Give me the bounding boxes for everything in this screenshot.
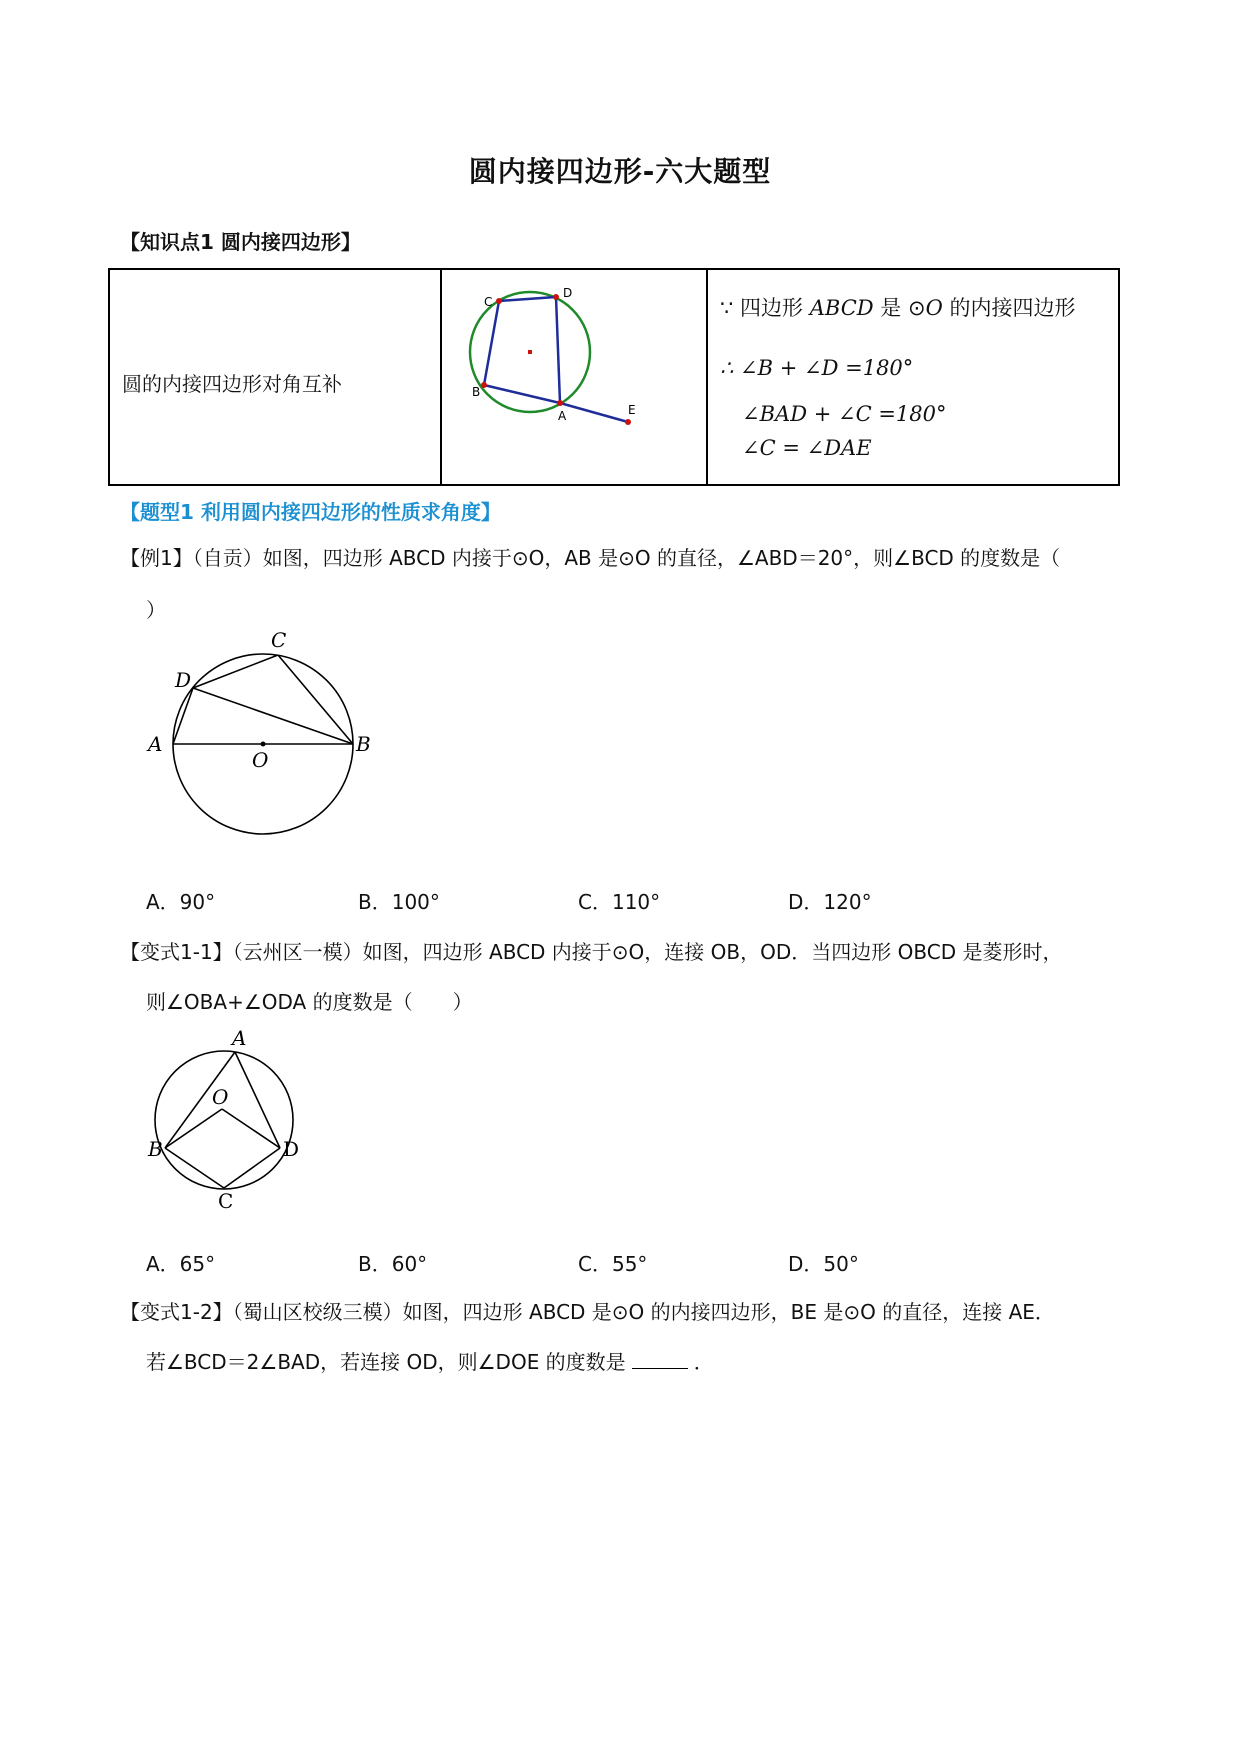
type1-heading: 【题型1 利用圆内接四边形的性质求角度】	[120, 500, 501, 524]
statement-cell	[110, 270, 442, 484]
example1-question-line1: 【例1】（自贡）如图，四边形 ABCD 内接于⊙O，AB 是⊙O 的直径，∠ABD＝20°，则∠BCD 的度数是（	[120, 546, 1061, 570]
v11-label-a: A	[232, 1026, 247, 1050]
proof-line-4: ∠C = ∠DAE	[742, 436, 872, 460]
example1-option-c: C．110°	[578, 890, 661, 914]
proof-line-1: ∵ 四边形 ABCD 是 ⊙O 的内接四边形	[720, 296, 1076, 320]
example1-option-d: D．120°	[788, 890, 872, 914]
point-d	[553, 294, 559, 300]
extension-line	[560, 403, 628, 422]
point-b	[481, 382, 487, 388]
variant1-1-figure	[140, 1020, 310, 1210]
v11-label-o: O	[212, 1085, 229, 1109]
ex1-label-o: O	[252, 748, 269, 772]
v11-circle	[155, 1051, 293, 1189]
knowledge-heading: 【知识点1 圆内接四边形】	[120, 230, 361, 254]
proof-cell	[706, 270, 1118, 484]
ex1-label-a: A	[148, 732, 163, 756]
point-a	[557, 400, 563, 406]
variant1-2-question-line2: 若∠BCD＝2∠BAD，若连接 OD，则∠DOE 的度数是 ．	[146, 1350, 714, 1374]
figure-cell	[440, 270, 708, 484]
example1-figure	[140, 625, 390, 850]
proof-line-3: ∠BAD + ∠C =180°	[742, 402, 947, 426]
statement-text: 圆的内接四边形对角互补	[122, 372, 342, 396]
variant1-1-option-c: C．55°	[578, 1252, 648, 1276]
ex1-label-b: B	[356, 732, 371, 756]
point-e	[625, 419, 631, 425]
label-d: D	[563, 286, 573, 300]
v11-label-c: C	[218, 1189, 234, 1210]
knowledge-table	[108, 268, 1120, 486]
variant1-1-option-b: B．60°	[358, 1252, 428, 1276]
quadrilateral	[484, 297, 560, 403]
v11-segment-ob	[165, 1109, 222, 1148]
point-c	[496, 298, 502, 304]
answer-blank[interactable]	[632, 1350, 688, 1369]
ex1-label-d: D	[175, 668, 192, 692]
v11-label-d: D	[283, 1137, 300, 1161]
variant1-2-question-line1: 【变式1-2】（蜀山区校级三模）如图，四边形 ABCD 是⊙O 的内接四边形，BE 是⊙O 的直径，连接 AE．	[120, 1300, 1055, 1324]
v11-segment-cd	[224, 1148, 280, 1188]
example1-option-a: A．90°	[146, 890, 216, 914]
v11-label-b: B	[148, 1137, 163, 1161]
variant1-1-question-line1: 【变式1-1】（云州区一模）如图，四边形 ABCD 内接于⊙O，连接 OB，OD．当四边形 OBCD 是菱形时，	[120, 940, 1063, 964]
example1-question-line2: ）	[146, 598, 166, 622]
variant1-1-question-line2: 则∠OBA+∠ODA 的度数是（ ）	[146, 990, 473, 1014]
proof-line-2: ∴ ∠B + ∠D =180°	[720, 356, 914, 380]
ex1-segment-dc	[193, 655, 278, 688]
cyclic-quad-figure	[440, 270, 702, 484]
ex1-segment-ad	[173, 688, 193, 744]
label-a: A	[558, 409, 567, 423]
center-point	[528, 350, 532, 354]
label-b: B	[472, 385, 481, 399]
variant1-1-option-a: A．65°	[146, 1252, 216, 1276]
label-c: C	[484, 295, 493, 309]
variant1-1-option-d: D．50°	[788, 1252, 859, 1276]
ex1-center-point	[261, 742, 266, 747]
example1-option-b: B．100°	[358, 890, 440, 914]
page-title: 圆内接四边形-六大题型	[468, 155, 772, 188]
ex1-label-c: C	[271, 628, 287, 652]
label-e: E	[628, 403, 636, 417]
